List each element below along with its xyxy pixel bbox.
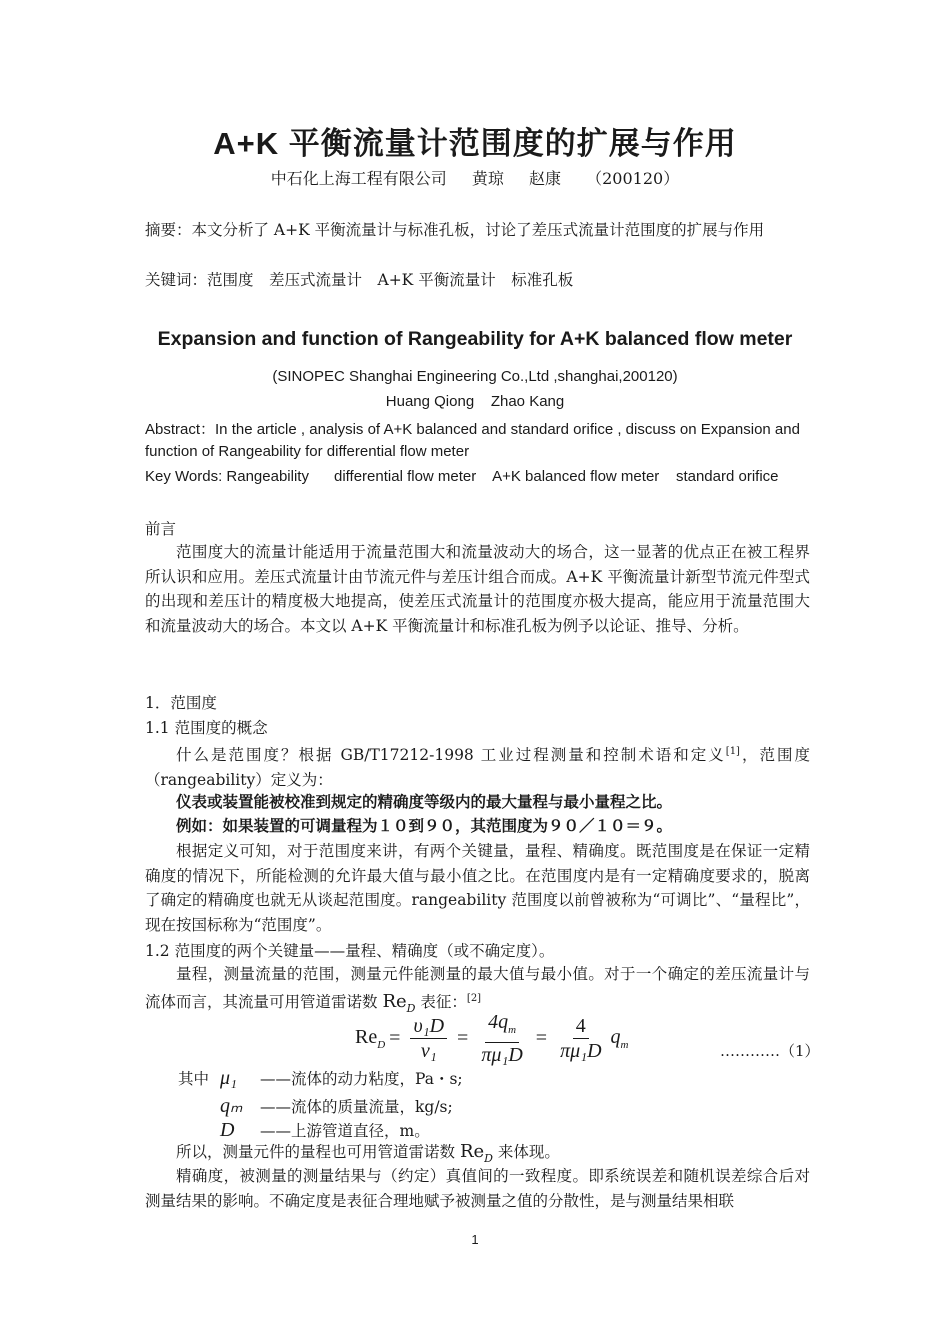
equals-sign: = (389, 1027, 401, 1049)
abstract-en-line-1: Abstract：In the article , analysis of A+K balanced and standard orifice , discuss on Expansion and (145, 421, 800, 438)
keywords-cn: 关键词：范围度 差压式流量计 A+K 平衡流量计 标准孔板 (145, 271, 574, 289)
reynolds-symbol: Re (382, 990, 407, 1012)
paper-title-en: Expansion and function of Rangeability for A+K balanced flow meter (157, 328, 793, 350)
p1-text: 什么是范围度？根据 GB/T17212-1998 工业过程测量和控制术语和定义 (176, 746, 726, 765)
where-label: 其中 (178, 1070, 210, 1088)
fraction-2: $\frac{4q_m}{\text{πμ₁D}}$ (481, 1011, 523, 1066)
formula-lhs: $Re_D$ (355, 1026, 386, 1051)
equals-sign: = (535, 1027, 548, 1049)
keywords-en: Key Words: Rangeability differential flow meter A+K balanced flow meter standard orifice (145, 468, 779, 485)
section-1-2-paragraph-2 (176, 1140, 841, 1165)
p3-tail: 表征： (415, 992, 467, 1011)
affiliation-cn: 中石化上海工程有限公司 (270, 169, 447, 188)
preface-body: 范围度大的流量计能适用于流量范围大和流量波动大的场合，这一显著的优点正在被工程界所认识和应用。差压式流量计由节流元件与差压计组合而成。A+K 平衡流量计新型节流元件型式的出现和差压计的精度极大地提高，使差压式流量计的范围度亦极大提高，能应用于流量范围大和流量波动大的场合。本文以 A+K 平衡流量计和标准孔板为例予以论证、推导、分析。 (145, 543, 810, 635)
postcode-cn: （200120） (586, 169, 680, 188)
symbol-qm: qₘ (220, 1095, 243, 1117)
section-1-1-heading: 1.1 范围度的概念 (145, 719, 268, 737)
equation-1 (355, 1010, 628, 1067)
symbol-d: D (220, 1119, 235, 1141)
symbol-mu: μ₁ (220, 1067, 237, 1089)
example-bold: 例如：如果装置的可调量程为１０到９０，其范围度为９０／１０＝９。 (176, 816, 673, 835)
definition-row-2 (220, 1093, 885, 1118)
citation-1[interactable]: [1] (725, 746, 740, 757)
definition-text: ——流体的质量流量，kg/s; (260, 1098, 453, 1116)
p4-tail: 来体现。 (492, 1143, 560, 1161)
reynolds-subscript: D (484, 1152, 493, 1165)
fraction-3: $\frac{4}{\text{πμ₁D}}$ (560, 1015, 602, 1062)
reynolds-symbol: Re (459, 1141, 485, 1162)
section-1-2-paragraph-3: 精确度，被测量的测量结果与（约定）真值间的一致程度。即系统误差和随机误差综合后对测量结果的影响。不确定度是表征合理地赋予被测量之值的分散性，是与测量结果相联 (145, 1167, 810, 1210)
definition-row-3 (220, 1119, 885, 1142)
equation-number: …………（1） (720, 1042, 820, 1060)
equals-sign: = (457, 1027, 469, 1049)
page-number: 1 (471, 1232, 479, 1247)
abstract-en-line-2: function of Rangeability for differential flow meter (145, 443, 470, 460)
definition-bold: 仪表或装置能被校准到规定的精确度等级内的最大量程与最小量程之比。 (176, 792, 673, 811)
p4-text: 所以，测量元件的量程也可用管道雷诺数 (176, 1143, 460, 1161)
preface-heading: 前言 (145, 520, 177, 538)
author-1-cn: 黄琼 (471, 169, 504, 188)
definition-text: ——上游管道直径，m。 (260, 1122, 430, 1140)
paper-title-cn: A+K 平衡流量计范围度的扩展与作用 (213, 126, 737, 161)
affiliation-en: (SINOPEC Shanghai Engineering Co.,Ltd ,shanghai,200120) (272, 368, 678, 385)
fraction-1: $\frac{\text{υ₁D}}{\text{ν₁}}$ (410, 1014, 447, 1063)
p1-tail: ，范围度（rangeability）定义为： (145, 746, 810, 789)
abstract-cn: 摘要：本文分析了 A+K 平衡流量计与标准孔板，讨论了差压式流量计范围度的扩展与作用 (145, 221, 765, 239)
section-1-2-heading: 1.2 范围度的两个关键量——量程、精确度（或不确定度）。 (145, 942, 555, 960)
definition-text: ——流体的动力粘度，Pa・s; (260, 1070, 463, 1088)
reynolds-subscript: D (406, 1001, 416, 1015)
authors-cn (0, 166, 950, 189)
author-2-cn: 赵康 (529, 169, 562, 188)
authors-en: Huang Qiong Zhao Kang (385, 393, 565, 410)
section-1-1-paragraph-2: 根据定义可知，对于范围度来讲，有两个关键量，量程、精确度。既范围度是在保证一定精确度的情况下，所能检测的允许最大值与最小值之比。在范围度内是有一定精确度要求的，脱离了确定的精确度也就无从谈起范围度。rangeability 范围度以前曾被称为“可调比”、“量程比”，现在按国标称为“范围度”。 (145, 842, 810, 934)
p3-text: 量程，测量流量的范围，测量元件能测量的最大值与最小值。对于一个确定的差压流量计与流体而言，其流量可用管道雷诺数 (145, 965, 810, 1011)
citation-2[interactable]: [2] (466, 992, 482, 1004)
section-1-1-paragraph-1 (145, 740, 810, 792)
formula-tail: $q_m$ (610, 1026, 629, 1051)
section-1-heading: 1．范围度 (145, 694, 217, 712)
definition-row-1 (178, 1067, 843, 1090)
